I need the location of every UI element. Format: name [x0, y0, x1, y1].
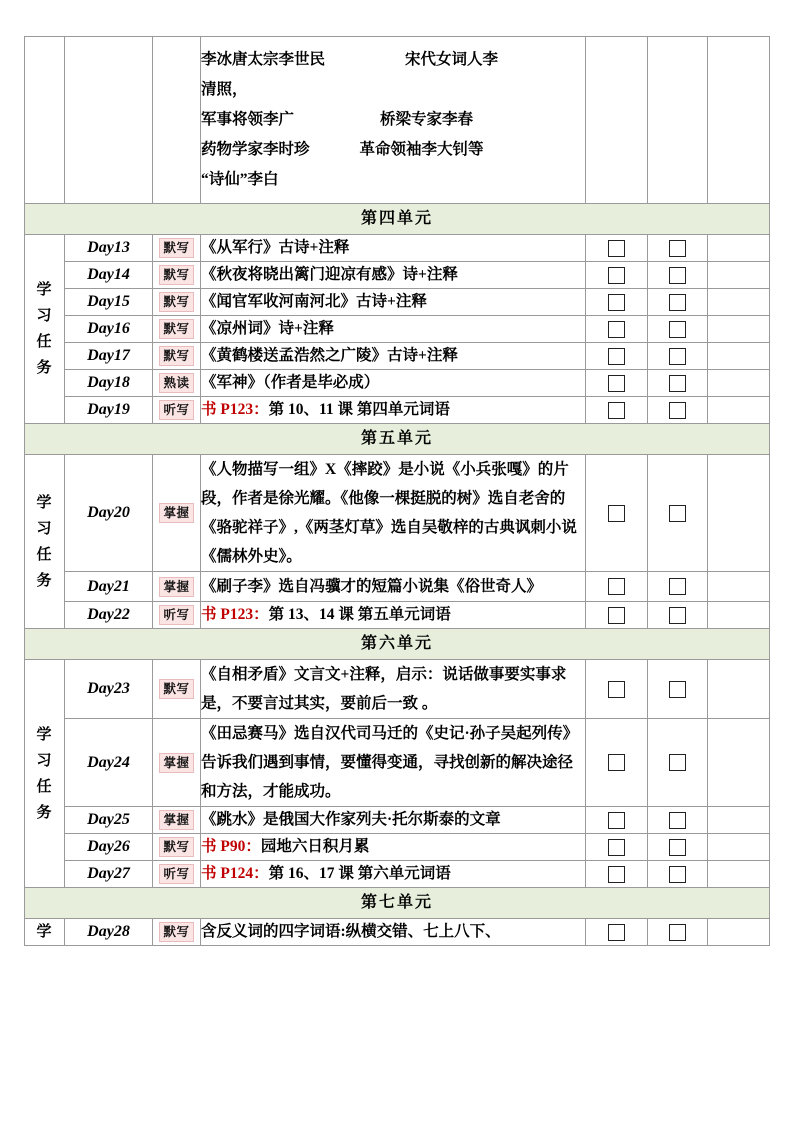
checkbox[interactable]: [669, 681, 686, 698]
type-cell: [153, 834, 201, 861]
type-cell: [153, 289, 201, 316]
checkbox[interactable]: [669, 754, 686, 771]
unit-header-6: 第六单元: [25, 629, 770, 660]
type-tag: 掌握: [159, 503, 193, 523]
checkbox-cell[interactable]: [586, 834, 648, 861]
checkbox[interactable]: [608, 812, 625, 829]
checkbox[interactable]: [669, 375, 686, 392]
book-ref: 书 P123：: [201, 606, 269, 623]
checkbox-cell[interactable]: [648, 289, 708, 316]
checkbox[interactable]: [669, 812, 686, 829]
checkbox-cell: [708, 834, 770, 861]
checkbox[interactable]: [608, 375, 625, 392]
day-cell: Day26: [65, 834, 153, 861]
table-row: [25, 316, 770, 343]
unit-header-row: [25, 888, 770, 919]
continued-content-cell: [201, 37, 586, 204]
table-row: [25, 37, 770, 204]
day-cell: Day20: [65, 455, 153, 572]
checkbox-cell[interactable]: [648, 719, 708, 807]
content-cell: 《秋夜将晓出篱门迎凉有感》诗+注释: [201, 262, 586, 289]
day-cell: Day25: [65, 807, 153, 834]
type-cell: [153, 660, 201, 719]
type-cell: [153, 235, 201, 262]
checkbox[interactable]: [608, 754, 625, 771]
table-row: [25, 572, 770, 602]
day-cell: Day16: [65, 316, 153, 343]
group-label-unit6: [25, 660, 65, 888]
group-label-char4: 务: [36, 360, 53, 376]
continued-line2: 清照，: [201, 81, 248, 98]
table-row: [25, 370, 770, 397]
group-label-char1: 学: [36, 494, 53, 511]
checkbox[interactable]: [608, 294, 625, 311]
checkbox-cell[interactable]: [586, 807, 648, 834]
group-label-char3: 任: [36, 334, 53, 350]
checkbox-cell[interactable]: [648, 861, 708, 888]
day-cell: Day17: [65, 343, 153, 370]
checkbox[interactable]: [669, 240, 686, 257]
group-label-char2: 习: [36, 520, 53, 537]
type-cell: [153, 397, 201, 424]
group-label-char2: 习: [36, 308, 53, 324]
checkbox-cell[interactable]: [586, 719, 648, 807]
group-label-unit7: [25, 919, 65, 946]
day-cell: Day21: [65, 572, 153, 602]
type-tag: 默写: [159, 922, 193, 942]
checkbox[interactable]: [608, 505, 625, 522]
checkbox[interactable]: [608, 348, 625, 365]
content-cell: [201, 602, 586, 629]
unit-header-5: 第五单元: [25, 424, 770, 455]
group-label-char1: 学: [36, 924, 53, 940]
day-cell: Day18: [65, 370, 153, 397]
checkbox-cell: [708, 343, 770, 370]
book-ref: 书 P124：: [201, 865, 269, 882]
checkbox-cell: [648, 37, 708, 204]
group-cell-empty: [25, 37, 65, 204]
checkbox-cell[interactable]: [648, 572, 708, 602]
content-cell: 《闻官军收河南河北》古诗+注释: [201, 289, 586, 316]
checkbox-cell: [708, 602, 770, 629]
checkbox-cell: [708, 919, 770, 946]
content-cell: 《军神》（作者是毕必成）: [201, 370, 586, 397]
type-tag: 掌握: [159, 753, 193, 773]
checkbox-cell: [708, 572, 770, 602]
unit-header-row: [25, 424, 770, 455]
checkbox-cell: [708, 719, 770, 807]
content-text: 第 10、11 课 第四单元词语: [268, 401, 450, 418]
checkbox[interactable]: [669, 402, 686, 419]
type-tag: 掌握: [159, 810, 193, 830]
table-row: [25, 289, 770, 316]
checkbox-cell: [708, 37, 770, 204]
type-cell: [153, 572, 201, 602]
content-cell: 《刷子李》选自冯骥才的短篇小说集《俗世奇人》: [201, 572, 586, 602]
type-tag: 听写: [159, 605, 193, 625]
checkbox-cell: [586, 37, 648, 204]
checkbox-cell[interactable]: [648, 455, 708, 572]
table-row: [25, 719, 770, 807]
checkbox[interactable]: [608, 402, 625, 419]
checkbox-cell[interactable]: [648, 343, 708, 370]
checkbox-cell: [708, 262, 770, 289]
group-label-char4: 务: [36, 804, 53, 821]
type-cell-empty: [153, 37, 201, 204]
type-tag: 默写: [159, 265, 193, 285]
continued-line1a: 李冰唐太宗李世民: [201, 51, 326, 68]
table-row: [25, 343, 770, 370]
unit-header-row: [25, 204, 770, 235]
content-cell: 《凉州词》诗+注释: [201, 316, 586, 343]
content-cell: 含反义词的四字词语:纵横交错、七上八下、: [201, 919, 586, 946]
checkbox-cell: [708, 861, 770, 888]
type-tag: 掌握: [159, 577, 193, 597]
group-label-char2: 习: [36, 752, 53, 769]
table-row: [25, 919, 770, 946]
group-label-char3: 任: [36, 546, 53, 563]
group-label-unit4: [25, 235, 65, 424]
book-ref: 书 P123：: [201, 401, 269, 418]
day-cell: Day28: [65, 919, 153, 946]
day-cell: Day23: [65, 660, 153, 719]
group-label-char1: 学: [36, 282, 53, 298]
table-row: [25, 807, 770, 834]
checkbox[interactable]: [608, 681, 625, 698]
day-cell: Day24: [65, 719, 153, 807]
checkbox-cell[interactable]: [586, 370, 648, 397]
checkbox-cell: [708, 370, 770, 397]
checkbox-cell[interactable]: [586, 235, 648, 262]
type-tag: 听写: [159, 864, 193, 884]
checkbox-cell[interactable]: [586, 861, 648, 888]
day-cell-empty: [65, 37, 153, 204]
checkbox-cell[interactable]: [586, 343, 648, 370]
type-cell: [153, 919, 201, 946]
content-cell: 《跳水》是俄国大作家列夫·托尔斯泰的文章: [201, 807, 586, 834]
type-cell: [153, 602, 201, 629]
table-row: [25, 861, 770, 888]
group-label-char1: 学: [36, 726, 53, 743]
checkbox[interactable]: [669, 348, 686, 365]
checkbox-cell: [708, 660, 770, 719]
checkbox[interactable]: [669, 578, 686, 595]
unit-header-row: [25, 629, 770, 660]
checkbox-cell: [708, 289, 770, 316]
checkbox-cell[interactable]: [586, 262, 648, 289]
content-cell: 《人物描写一组》X《摔跤》是小说《小兵张嘎》的片段，作者是徐光耀。《他像一棵挺脱的树》选自老舍的《骆驼祥子》,《两茎灯草》选自吴敬梓的古典讽刺小说《儒林外史》。: [201, 455, 586, 572]
table-row: [25, 602, 770, 629]
checkbox[interactable]: [669, 321, 686, 338]
checkbox[interactable]: [669, 839, 686, 856]
content-cell: [201, 397, 586, 424]
checkbox-cell: [708, 235, 770, 262]
day-cell: Day13: [65, 235, 153, 262]
checkbox-cell[interactable]: [586, 289, 648, 316]
checkbox-cell[interactable]: [586, 397, 648, 424]
day-cell: Day14: [65, 262, 153, 289]
checkbox[interactable]: [669, 924, 686, 941]
table-row: [25, 397, 770, 424]
checkbox-cell: [708, 455, 770, 572]
content-cell: 《田忌赛马》选自汉代司马迁的《史记·孙子吴起列传》告诉我们遇到事情，要懂得变通，寻找创新的解决途径和方法，才能成功。: [201, 719, 586, 807]
unit-header-4: 第四单元: [25, 204, 770, 235]
type-tag: 听写: [159, 400, 193, 420]
type-tag: 熟读: [159, 373, 193, 393]
checkbox-cell[interactable]: [648, 397, 708, 424]
checkbox-cell[interactable]: [648, 262, 708, 289]
table-row: [25, 455, 770, 572]
day-cell: Day15: [65, 289, 153, 316]
table-row: [25, 235, 770, 262]
continued-line5: “诗仙”李白: [201, 171, 279, 188]
group-label-unit5: [25, 455, 65, 629]
checkbox[interactable]: [608, 240, 625, 257]
checkbox[interactable]: [608, 866, 625, 883]
checkbox-cell[interactable]: [586, 455, 648, 572]
type-cell: [153, 343, 201, 370]
checkbox-cell[interactable]: [648, 370, 708, 397]
content-text: 园地六日积月累: [260, 838, 370, 855]
checkbox-cell[interactable]: [648, 316, 708, 343]
type-cell: [153, 316, 201, 343]
checkbox-cell[interactable]: [586, 316, 648, 343]
checkbox[interactable]: [608, 924, 625, 941]
checkbox-cell: [708, 397, 770, 424]
checkbox[interactable]: [669, 505, 686, 522]
content-cell: [201, 861, 586, 888]
checkbox[interactable]: [669, 294, 686, 311]
checkbox[interactable]: [608, 321, 625, 338]
checkbox-cell[interactable]: [648, 602, 708, 629]
checkbox[interactable]: [608, 607, 625, 624]
checkbox-cell[interactable]: [648, 660, 708, 719]
type-tag: 默写: [159, 319, 193, 339]
checkbox[interactable]: [669, 267, 686, 284]
content-text: 第 13、14 课 第五单元词语: [268, 606, 451, 623]
content-cell: [201, 834, 586, 861]
continued-line4b: 革命领袖李大钊等: [359, 141, 484, 158]
type-tag: 默写: [159, 679, 193, 699]
table-row: [25, 834, 770, 861]
day-cell: Day19: [65, 397, 153, 424]
checkbox-cell[interactable]: [586, 602, 648, 629]
checkbox[interactable]: [608, 578, 625, 595]
type-tag: 默写: [159, 346, 193, 366]
content-cell: 《从军行》古诗+注释: [201, 235, 586, 262]
continued-line1b: 宋代女词人李: [405, 51, 499, 68]
checkbox-cell[interactable]: [648, 834, 708, 861]
type-cell: [153, 719, 201, 807]
type-cell: [153, 807, 201, 834]
checkbox-cell[interactable]: [586, 919, 648, 946]
checkbox-cell[interactable]: [586, 572, 648, 602]
type-cell: [153, 262, 201, 289]
continued-line3b: 桥梁专家李春: [380, 111, 474, 128]
table-row: [25, 262, 770, 289]
type-cell: [153, 861, 201, 888]
group-label-char3: 任: [36, 778, 53, 795]
type-tag: 默写: [159, 837, 193, 857]
content-cell: 《黄鹤楼送孟浩然之广陵》古诗+注释: [201, 343, 586, 370]
checkbox-cell[interactable]: [648, 919, 708, 946]
content-text: 第 16、17 课 第六单元词语: [268, 865, 451, 882]
table-row: [25, 660, 770, 719]
continued-line4a: 药物学家李时珍: [201, 141, 310, 158]
checkbox-cell[interactable]: [648, 235, 708, 262]
day-cell: Day22: [65, 602, 153, 629]
type-cell: [153, 455, 201, 572]
checkbox-cell: [708, 807, 770, 834]
checkbox[interactable]: [608, 839, 625, 856]
continued-line3a: 军事将领李广: [201, 111, 295, 128]
checkbox-cell: [708, 316, 770, 343]
content-cell: 《自相矛盾》文言文+注释，启示：说话做事要实事求是，不要言过其实，要前后一致 。: [201, 660, 586, 719]
checkbox-cell[interactable]: [648, 807, 708, 834]
checkbox-cell[interactable]: [586, 660, 648, 719]
unit-header-7: 第七单元: [25, 888, 770, 919]
group-label-char4: 务: [36, 572, 53, 589]
study-task-table: [24, 36, 770, 946]
type-tag: 默写: [159, 292, 193, 312]
checkbox[interactable]: [669, 866, 686, 883]
type-tag: 默写: [159, 238, 193, 258]
type-cell: [153, 370, 201, 397]
checkbox[interactable]: [608, 267, 625, 284]
book-ref: 书 P90：: [201, 838, 261, 855]
day-cell: Day27: [65, 861, 153, 888]
checkbox[interactable]: [669, 607, 686, 624]
